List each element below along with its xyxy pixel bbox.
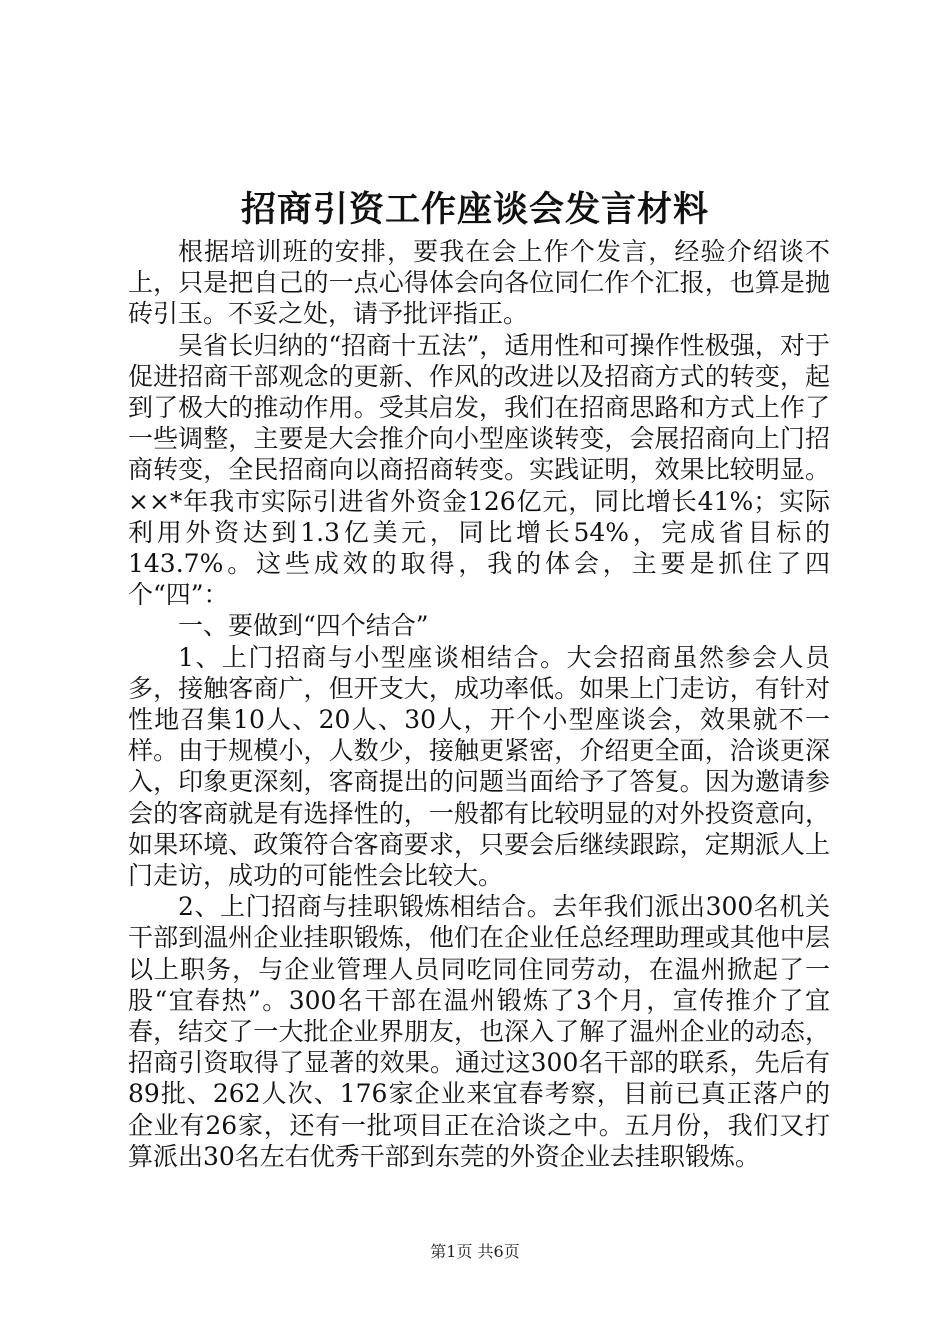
document-title: 招商引资工作座谈会发言材料 <box>240 189 709 230</box>
paragraph-point-1: 1、上门招商与小型座谈相结合。大会招商虽然参会人员多，接触客商广，但开支大，成功率低。如果上门走访，有针对性地召集10人、20人、30人，开个小型座谈会，效果就不一样。由于规模小，人数少，接触更紧密，介绍更全面，洽谈更深入，印象更深刻，客商提出的问题当面给予了答复。因为邀请参会的客商就是有选择性的，一般都有比较明显的对外投资意向，如果环境、政策符合客商要求，只要会后继续跟踪，定期派人上门走访，成功的可能性会比较大。 <box>128 642 830 891</box>
paragraph-overview: 吴省长归纳的“招商十五法”，适用性和可操作性极强，对于促进招商干部观念的更新、作风的改进以及招商方式的转变，起到了极大的推动作用。受其启发，我们在招商思路和方式上作了一些调整，主要是大会推介向小型座谈转变，会展招商向上门招商转变，全民招商向以商招商转变。实践证明，效果比较明显。××*年我市实际引进省外资金126亿元，同比增长41%；实际利用外资达到1.3亿美元，同比增长54%，完成省目标的143.7%。这些成效的取得，我的体会，主要是抓住了四个“四”： <box>128 330 830 610</box>
section-heading-four-combinations: 一、要做到“四个结合” <box>178 611 429 641</box>
document-body <box>128 236 830 1172</box>
paragraph-intro: 根据培训班的安排，要我在会上作个发言，经验介绍谈不上，只是把自己的一点心得体会向各位同仁作个汇报，也算是抛砖引玉。不妥之处，请予批评指正。 <box>128 237 830 329</box>
paragraph-point-2: 2、上门招商与挂职锻炼相结合。去年我们派出300名机关干部到温州企业挂职锻炼，他们在企业任总经理助理或其他中层以上职务，与企业管理人员同吃同住同劳动，在温州掀起了一股“宜春热”。300名干部在温州锻炼了3个月，宣传推介了宜春，结交了一大批企业界朋友，也深入了解了温州企业的动态，招商引资取得了显著的效果。通过这300名干部的联系，先后有89批、262人次、176家企业来宜春考察，目前已真正落户的企业有26家，还有一批项目正在洽谈之中。五月份，我们又打算派出30名左右优秀干部到东莞的外资企业去挂职锻炼。 <box>128 892 830 1171</box>
page-footer: 第1页 共6页 <box>430 1242 520 1261</box>
